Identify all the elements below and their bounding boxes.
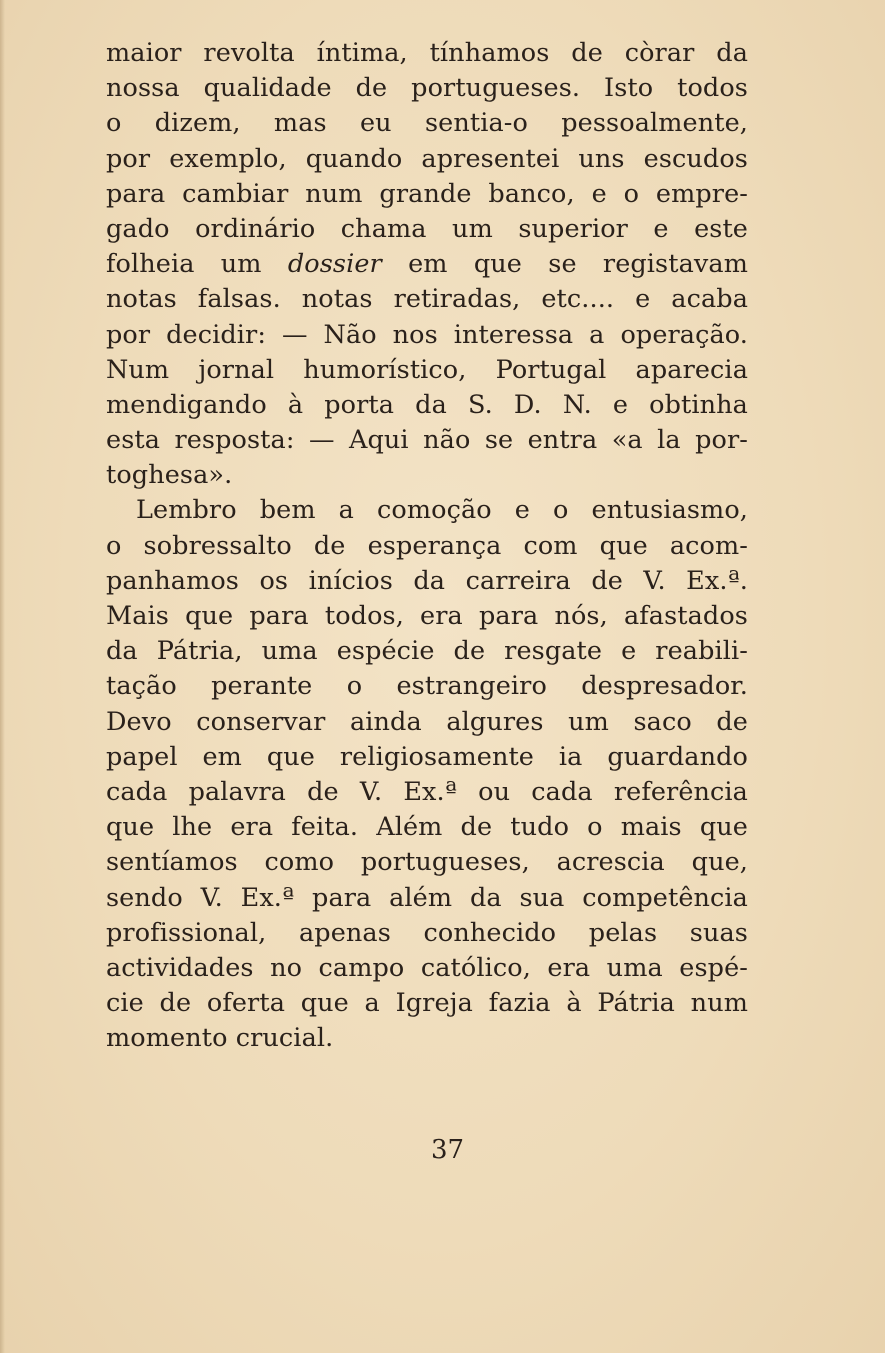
text-line: nossa qualidade de portugueses. Isto todos xyxy=(106,73,748,104)
text-line: o dizem, mas eu sentia-o pessoalmente, xyxy=(106,108,748,139)
text-line: cie de oferta que a Igreja fazia à Pátria num xyxy=(106,988,748,1019)
page-number: 37 xyxy=(430,1135,465,1165)
text-line: sentíamos como portugueses, acrescia que, xyxy=(106,847,748,878)
text-line: panhamos os inícios da carreira de V. Ex.ª. xyxy=(106,565,748,596)
text-line: que lhe era feita. Além de tudo o mais que xyxy=(106,812,748,843)
text-line: actividades no campo católico, era uma espé- xyxy=(106,952,748,983)
italic-word: dossier xyxy=(287,249,382,280)
text-line: papel em que religiosamente ia guardando xyxy=(106,741,748,772)
text-line: mendigando à porta da S. D. N. e obtinha xyxy=(106,389,748,420)
text-line: maior revolta íntima, tínhamos de còrar da xyxy=(106,38,748,68)
text-line: por exemplo, quando apresentei uns escudos xyxy=(106,143,748,174)
text-line: o sobressalto de esperança com que acom- xyxy=(106,530,748,561)
text-line-with-italic: folheia um dossier em que se registavam xyxy=(106,249,748,280)
text-line: sendo V. Ex.ª para além da sua competência xyxy=(106,882,748,913)
text-line: notas falsas. notas retiradas, etc.... e acaba xyxy=(106,284,748,315)
text-line: por decidir: — Não nos interessa a operação. xyxy=(106,319,748,350)
text-line: gado ordinário chama um superior e este xyxy=(106,213,748,244)
text-line: profissional, apenas conhecido pelas suas xyxy=(106,917,748,948)
text-line: Devo conservar ainda algures um saco de xyxy=(106,706,748,737)
text-line: cada palavra de V. Ex.ª ou cada referência xyxy=(106,776,748,807)
text-line: Mais que para todos, era para nós, afastados xyxy=(106,601,748,631)
text-line: momento crucial. xyxy=(106,1023,334,1054)
text-line: tação perante o estrangeiro despresador. xyxy=(106,671,748,702)
body-text xyxy=(106,36,748,1056)
text-line: para cambiar num grande banco, e o empre- xyxy=(106,178,748,209)
text-line: da Pátria, uma espécie de resgate e reabili- xyxy=(106,636,748,667)
text-line: toghesa». xyxy=(106,460,233,491)
paragraph-start-line: Lembro bem a comoção e o entusiasmo, xyxy=(136,495,748,526)
text-line: esta resposta: — Aqui não se entra «a la por- xyxy=(106,425,748,456)
text-line: Num jornal humorístico, Portugal aparecia xyxy=(106,354,748,385)
